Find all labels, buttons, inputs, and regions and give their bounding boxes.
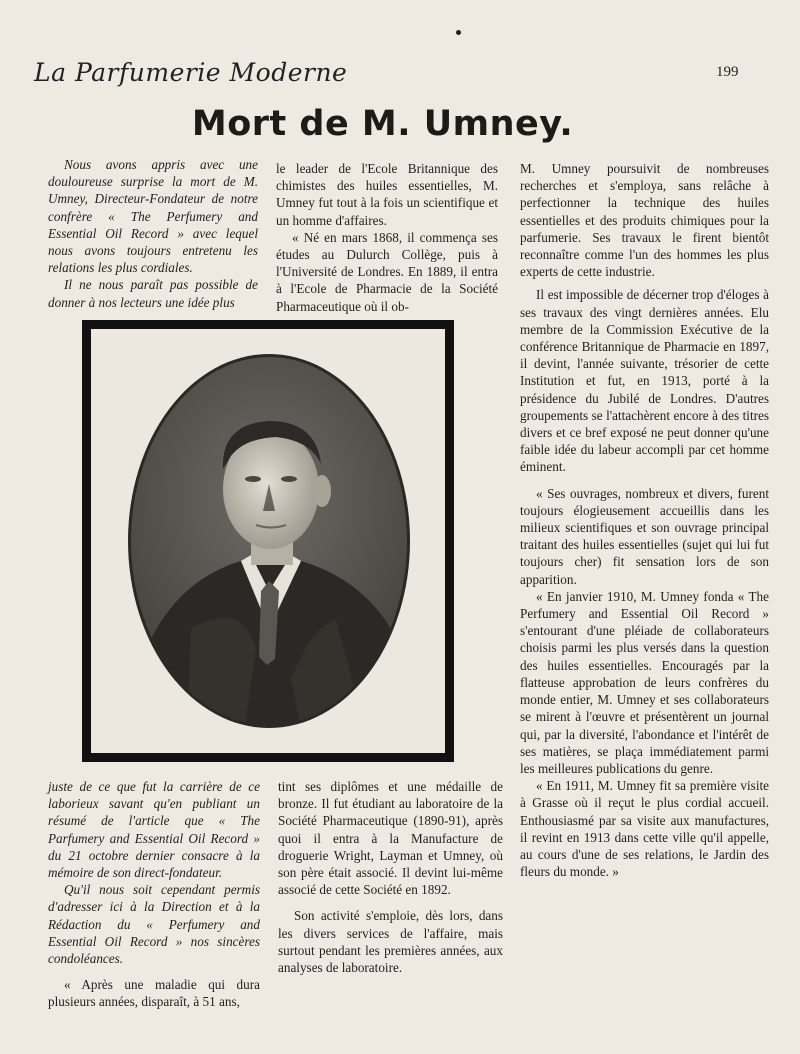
print-mark <box>456 30 461 35</box>
article-title: Mort de M. Umney. <box>191 104 574 144</box>
column-2-top <box>276 160 498 315</box>
column-1-top <box>48 156 258 311</box>
paragraph: « Après une maladie qui dura plusieurs années, disparaît, à 51 ans, <box>48 977 260 1010</box>
page-number: 199 <box>716 64 739 80</box>
paragraph: Son activité s'emploie, dès lors, dans les divers services de l'affaire, mais surtout pendant les premières années, aux analyses de laboratoire. <box>278 908 503 976</box>
paragraph: Qu'il nous soit cependant permis d'adresser ici à la Direction et à la Rédaction du « Perfumery and Essential Oil Record » nos sincères condoléances. <box>48 882 260 967</box>
column-2-bottom <box>278 778 503 976</box>
paragraph: M. Umney poursuivit de nombreuses recherches et s'employa, sans relâche à perfectionner la technique des huiles essentielles et des produits chimiques pour la parfumerie. Ses travaux le firent bientôt reconnaître comme l'un des hommes les plus experts de cette industrie. <box>520 161 769 280</box>
column-3 <box>520 160 769 880</box>
portrait-mat <box>91 329 445 753</box>
paragraph: « Né en mars 1868, il commença ses études au Dulurch Collège, puis à l'Université de Londres. En 1889, il entra à l'Ecole de Pharmacie de la Société Pharmaceutique où il ob- <box>276 229 498 314</box>
paragraph: Il est impossible de décerner trop d'éloges à ses travaux des vingt dernières années. Elu membre de la Commission Exécutive de la conférence Britannique de Pharmacie en 1897, il devint, l'année suivante, trésorier de cette Institution et fut, en 1913, porté à la présidence du Jubilé de Londres. D'autres groupements se l'attachèrent encore à des titres divers et ce bref exposé ne peut donner qu'une faible idée du labeur accompli par cet homme éminent. <box>520 287 769 475</box>
paragraph: « En 1911, M. Umney fit sa première visite à Grasse où il reçut le plus cordial accueil. Enthousiasmé par sa visite aux manufactures, il revint en 1913 dans cette ville qu'il appelle, au cours d'une de ses relations, le Jardin des fleurs du monde. » <box>520 778 769 880</box>
paragraph: Il ne nous paraît pas possible de donner à nos lecteurs une idée plus <box>48 277 258 310</box>
portrait-frame <box>82 320 454 762</box>
portrait-photo <box>91 329 445 753</box>
paragraph: le leader de l'Ecole Britannique des chimistes des huiles essentielles, M. Umney fut tout à la fois un scientifique et un homme d'affaires. <box>276 161 498 228</box>
paragraph: juste de ce que fut la carrière de ce laborieux savant qu'en publiant un résumé de l'article que « The Parfumery and Essential Oil Record » du 21 octobre dernier consacre à la mémoire de son direct-fondateur. <box>48 779 260 881</box>
paragraph: « Ses ouvrages, nombreux et divers, furent toujours élogieusement accueillis dans les milieux scientifiques et son ouvrage principal traitant des huiles essentielles (sujet qui lui fut toujours cher) fit sensation lors de son apparition. <box>520 485 769 587</box>
journal-masthead: La Parfumerie Moderne <box>34 58 348 87</box>
paragraph: Nous avons appris avec une douloureuse surprise la mort de M. Umney, Directeur-Fondateur de notre confrère « The Perfumery and Essential Oil Record » avec lequel nous avons toujours entretenu les relations les plus cordiales. <box>48 157 258 276</box>
column-1-bottom <box>48 778 260 1011</box>
paragraph: « En janvier 1910, M. Umney fonda « The Perfumery and Essential Oil Record » s'entourant d'une pléiade de collaborateurs choisis parmi les plus versés dans la question des huiles essentielles. Encouragés par la flatteuse approbation de leurs confrères du monde entier, M. Umney et ses collaborateurs se mirent à l'œuvre et présentèrent un journal qui, par la diversité, l'abondance et l'intérêt de ses matières, se plaça immédiatement parmi les meilleures publications du genre. <box>520 588 769 776</box>
paragraph: tint ses diplômes et une médaille de bronze. Il fut étudiant au laboratoire de la Société Pharmaceutique (1890-91), après quoi il entra à la Manufacture de droguerie Wright, Layman et Umney, où son père était associé. Il devint lui-même associé de cette Société en 1892. <box>278 779 503 898</box>
